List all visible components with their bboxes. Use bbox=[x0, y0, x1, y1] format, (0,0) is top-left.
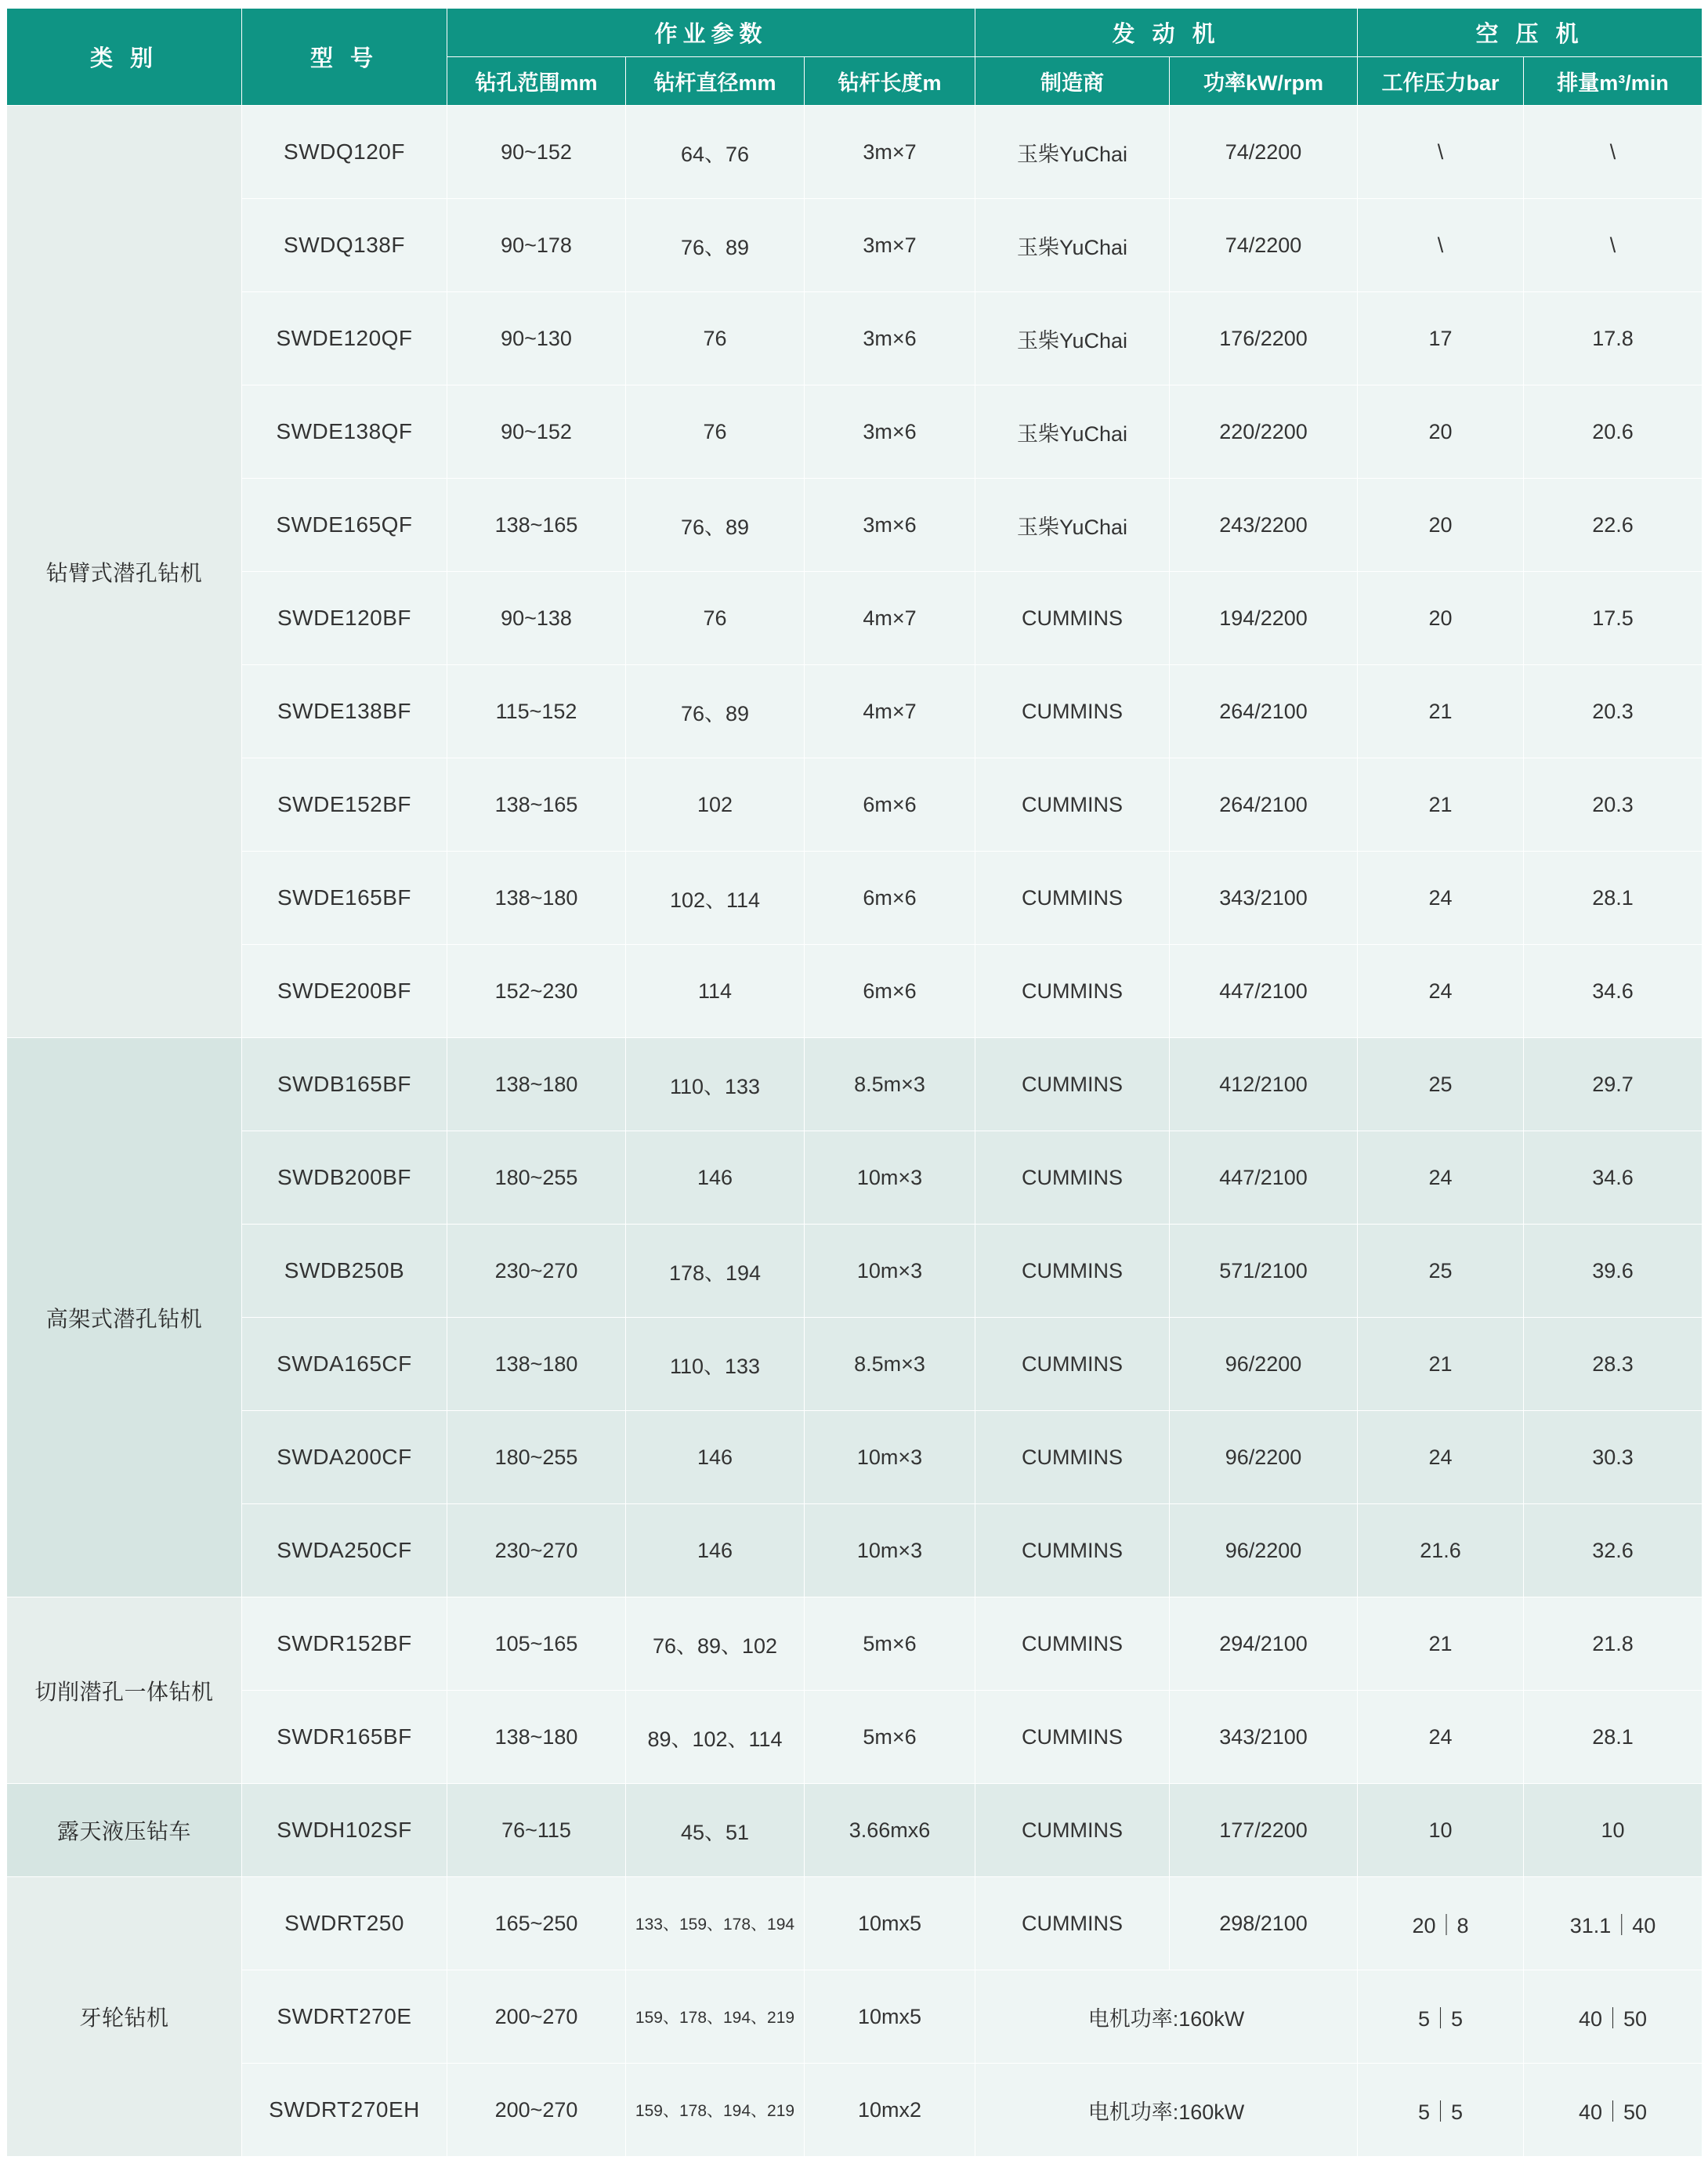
flow-rate-cell: 20.6 bbox=[1524, 385, 1703, 479]
rod-diameter-cell: 178、194 bbox=[626, 1225, 805, 1318]
working-pressure-cell: 5｜5 bbox=[1358, 1970, 1524, 2064]
power-cell: 447/2100 bbox=[1170, 1131, 1358, 1225]
rod-diameter-cell: 102、114 bbox=[626, 852, 805, 945]
power-cell: 194/2200 bbox=[1170, 572, 1358, 665]
rod-diameter-cell: 102 bbox=[626, 758, 805, 852]
power-cell: 96/2200 bbox=[1170, 1411, 1358, 1504]
working-pressure-cell: 20 bbox=[1358, 572, 1524, 665]
rod-length-cell: 10mx5 bbox=[805, 1877, 975, 1970]
power-cell: 176/2200 bbox=[1170, 292, 1358, 385]
table-row bbox=[7, 1131, 1703, 1225]
rod-diameter-cell: 146 bbox=[626, 1411, 805, 1504]
header-group-engine: 发 动 机 bbox=[975, 9, 1358, 57]
model-cell: SWDQ138F bbox=[242, 199, 447, 292]
model-cell: SWDB200BF bbox=[242, 1131, 447, 1225]
working-pressure-cell: \ bbox=[1358, 199, 1524, 292]
model-cell: SWDB250B bbox=[242, 1225, 447, 1318]
flow-rate-cell: 31.1｜40 bbox=[1524, 1877, 1703, 1970]
working-pressure-cell: 10 bbox=[1358, 1784, 1524, 1877]
flow-rate-cell: 30.3 bbox=[1524, 1411, 1703, 1504]
model-cell: SWDE200BF bbox=[242, 945, 447, 1038]
model-cell: SWDR165BF bbox=[242, 1691, 447, 1784]
working-pressure-cell: 24 bbox=[1358, 1691, 1524, 1784]
hole-range-cell: 180~255 bbox=[447, 1411, 626, 1504]
working-pressure-cell: 21.6 bbox=[1358, 1504, 1524, 1597]
working-pressure-cell: 24 bbox=[1358, 1131, 1524, 1225]
table-row bbox=[7, 1038, 1703, 1131]
manufacturer-cell: 玉柴YuChai bbox=[975, 106, 1170, 199]
header-hole-range: 钻孔范围mm bbox=[447, 57, 626, 106]
table-header bbox=[7, 9, 1703, 106]
model-cell: SWDE120BF bbox=[242, 572, 447, 665]
manufacturer-cell: CUMMINS bbox=[975, 945, 1170, 1038]
hole-range-cell: 90~152 bbox=[447, 385, 626, 479]
header-category: 类 别 bbox=[7, 9, 242, 106]
rod-length-cell: 10m×3 bbox=[805, 1504, 975, 1597]
flow-rate-cell: 28.1 bbox=[1524, 1691, 1703, 1784]
model-cell: SWDRT270EH bbox=[242, 2064, 447, 2157]
model-cell: SWDA200CF bbox=[242, 1411, 447, 1504]
table-row bbox=[7, 1970, 1703, 2064]
table-row bbox=[7, 945, 1703, 1038]
rod-length-cell: 8.5m×3 bbox=[805, 1318, 975, 1411]
manufacturer-cell: CUMMINS bbox=[975, 1877, 1170, 1970]
working-pressure-cell: 24 bbox=[1358, 852, 1524, 945]
hole-range-cell: 138~180 bbox=[447, 1691, 626, 1784]
working-pressure-cell: 21 bbox=[1358, 665, 1524, 758]
flow-rate-cell: 34.6 bbox=[1524, 1131, 1703, 1225]
working-pressure-cell: 21 bbox=[1358, 1597, 1524, 1691]
rod-length-cell: 3m×6 bbox=[805, 479, 975, 572]
flow-rate-cell: 28.1 bbox=[1524, 852, 1703, 945]
rod-length-cell: 6m×6 bbox=[805, 852, 975, 945]
working-pressure-cell: 21 bbox=[1358, 1318, 1524, 1411]
flow-rate-cell: 20.3 bbox=[1524, 758, 1703, 852]
power-cell: 96/2200 bbox=[1170, 1504, 1358, 1597]
model-cell: SWDRT250 bbox=[242, 1877, 447, 1970]
header-manufacturer: 制造商 bbox=[975, 57, 1170, 106]
working-pressure-cell: 25 bbox=[1358, 1225, 1524, 1318]
working-pressure-cell: 21 bbox=[1358, 758, 1524, 852]
table-row bbox=[7, 1784, 1703, 1877]
power-cell: 447/2100 bbox=[1170, 945, 1358, 1038]
model-cell: SWDE152BF bbox=[242, 758, 447, 852]
header-flow-rate: 排量m³/min bbox=[1524, 57, 1703, 106]
table-row bbox=[7, 1411, 1703, 1504]
hole-range-cell: 105~165 bbox=[447, 1597, 626, 1691]
model-cell: SWDE165QF bbox=[242, 479, 447, 572]
working-pressure-cell: 24 bbox=[1358, 945, 1524, 1038]
rod-diameter-cell: 76、89 bbox=[626, 199, 805, 292]
model-cell: SWDE120QF bbox=[242, 292, 447, 385]
motor-power-cell: 电机功率:160kW bbox=[975, 1970, 1358, 2064]
model-cell: SWDH102SF bbox=[242, 1784, 447, 1877]
flow-rate-cell: 32.6 bbox=[1524, 1504, 1703, 1597]
hole-range-cell: 138~180 bbox=[447, 1318, 626, 1411]
hole-range-cell: 138~180 bbox=[447, 852, 626, 945]
table-row bbox=[7, 199, 1703, 292]
category-cell: 高架式潜孔钻机 bbox=[7, 1038, 242, 1597]
model-cell: SWDRT270E bbox=[242, 1970, 447, 2064]
rod-length-cell: 3.66mx6 bbox=[805, 1784, 975, 1877]
header-group-work-parameters: 作业参数 bbox=[447, 9, 975, 57]
header-rod-length: 钻杆长度m bbox=[805, 57, 975, 106]
power-cell: 220/2200 bbox=[1170, 385, 1358, 479]
flow-rate-cell: \ bbox=[1524, 106, 1703, 199]
power-cell: 412/2100 bbox=[1170, 1038, 1358, 1131]
flow-rate-cell: 17.8 bbox=[1524, 292, 1703, 385]
rod-length-cell: 6m×6 bbox=[805, 758, 975, 852]
hole-range-cell: 90~138 bbox=[447, 572, 626, 665]
flow-rate-cell: 22.6 bbox=[1524, 479, 1703, 572]
table-row bbox=[7, 1691, 1703, 1784]
power-cell: 74/2200 bbox=[1170, 106, 1358, 199]
rod-diameter-cell: 76、89 bbox=[626, 665, 805, 758]
power-cell: 264/2100 bbox=[1170, 758, 1358, 852]
hole-range-cell: 115~152 bbox=[447, 665, 626, 758]
working-pressure-cell: 17 bbox=[1358, 292, 1524, 385]
rod-diameter-cell: 133、159、178、194 bbox=[626, 1877, 805, 1970]
flow-rate-cell: 10 bbox=[1524, 1784, 1703, 1877]
manufacturer-cell: 玉柴YuChai bbox=[975, 385, 1170, 479]
manufacturer-cell: 玉柴YuChai bbox=[975, 292, 1170, 385]
table-row bbox=[7, 1225, 1703, 1318]
flow-rate-cell: \ bbox=[1524, 199, 1703, 292]
power-cell: 74/2200 bbox=[1170, 199, 1358, 292]
power-cell: 298/2100 bbox=[1170, 1877, 1358, 1970]
rod-length-cell: 6m×6 bbox=[805, 945, 975, 1038]
header-working-pressure: 工作压力bar bbox=[1358, 57, 1524, 106]
power-cell: 571/2100 bbox=[1170, 1225, 1358, 1318]
table-row bbox=[7, 1877, 1703, 1970]
manufacturer-cell: CUMMINS bbox=[975, 1131, 1170, 1225]
hole-range-cell: 180~255 bbox=[447, 1131, 626, 1225]
hole-range-cell: 90~130 bbox=[447, 292, 626, 385]
hole-range-cell: 90~178 bbox=[447, 199, 626, 292]
working-pressure-cell: 20｜8 bbox=[1358, 1877, 1524, 1970]
manufacturer-cell: CUMMINS bbox=[975, 1225, 1170, 1318]
rod-length-cell: 10m×3 bbox=[805, 1131, 975, 1225]
rod-diameter-cell: 45、51 bbox=[626, 1784, 805, 1877]
table-row bbox=[7, 1318, 1703, 1411]
table-body bbox=[7, 106, 1703, 2157]
hole-range-cell: 200~270 bbox=[447, 2064, 626, 2157]
rod-length-cell: 8.5m×3 bbox=[805, 1038, 975, 1131]
power-cell: 294/2100 bbox=[1170, 1597, 1358, 1691]
working-pressure-cell: 20 bbox=[1358, 479, 1524, 572]
rod-diameter-cell: 76 bbox=[626, 572, 805, 665]
rod-length-cell: 3m×7 bbox=[805, 106, 975, 199]
manufacturer-cell: CUMMINS bbox=[975, 665, 1170, 758]
rod-length-cell: 10m×3 bbox=[805, 1411, 975, 1504]
rod-diameter-cell: 110、133 bbox=[626, 1038, 805, 1131]
flow-rate-cell: 40｜50 bbox=[1524, 1970, 1703, 2064]
header-row-groups bbox=[7, 9, 1703, 57]
rod-length-cell: 10m×3 bbox=[805, 1225, 975, 1318]
rod-diameter-cell: 76 bbox=[626, 385, 805, 479]
flow-rate-cell: 21.8 bbox=[1524, 1597, 1703, 1691]
hole-range-cell: 165~250 bbox=[447, 1877, 626, 1970]
hole-range-cell: 138~180 bbox=[447, 1038, 626, 1131]
hole-range-cell: 90~152 bbox=[447, 106, 626, 199]
manufacturer-cell: CUMMINS bbox=[975, 1597, 1170, 1691]
working-pressure-cell: \ bbox=[1358, 106, 1524, 199]
flow-rate-cell: 34.6 bbox=[1524, 945, 1703, 1038]
rod-diameter-cell: 89、102、114 bbox=[626, 1691, 805, 1784]
motor-power-cell: 电机功率:160kW bbox=[975, 2064, 1358, 2157]
power-cell: 343/2100 bbox=[1170, 852, 1358, 945]
manufacturer-cell: CUMMINS bbox=[975, 572, 1170, 665]
hole-range-cell: 76~115 bbox=[447, 1784, 626, 1877]
manufacturer-cell: CUMMINS bbox=[975, 852, 1170, 945]
rod-diameter-cell: 146 bbox=[626, 1504, 805, 1597]
hole-range-cell: 200~270 bbox=[447, 1970, 626, 2064]
rod-length-cell: 3m×6 bbox=[805, 292, 975, 385]
rod-length-cell: 4m×7 bbox=[805, 572, 975, 665]
table-row bbox=[7, 1504, 1703, 1597]
hole-range-cell: 152~230 bbox=[447, 945, 626, 1038]
rod-length-cell: 10mx2 bbox=[805, 2064, 975, 2157]
manufacturer-cell: CUMMINS bbox=[975, 1411, 1170, 1504]
manufacturer-cell: CUMMINS bbox=[975, 1318, 1170, 1411]
header-model: 型 号 bbox=[242, 9, 447, 106]
table-row bbox=[7, 479, 1703, 572]
model-cell: SWDQ120F bbox=[242, 106, 447, 199]
rod-diameter-cell: 159、178、194、219 bbox=[626, 1970, 805, 2064]
category-cell: 露天液压钻车 bbox=[7, 1784, 242, 1877]
flow-rate-cell: 17.5 bbox=[1524, 572, 1703, 665]
manufacturer-cell: 玉柴YuChai bbox=[975, 199, 1170, 292]
rod-diameter-cell: 76 bbox=[626, 292, 805, 385]
rod-diameter-cell: 146 bbox=[626, 1131, 805, 1225]
rod-diameter-cell: 114 bbox=[626, 945, 805, 1038]
working-pressure-cell: 24 bbox=[1358, 1411, 1524, 1504]
header-rod-diameter: 钻杆直径mm bbox=[626, 57, 805, 106]
rod-length-cell: 5m×6 bbox=[805, 1597, 975, 1691]
hole-range-cell: 138~165 bbox=[447, 479, 626, 572]
rod-length-cell: 5m×6 bbox=[805, 1691, 975, 1784]
power-cell: 177/2200 bbox=[1170, 1784, 1358, 1877]
rod-length-cell: 10mx5 bbox=[805, 1970, 975, 2064]
specification-table bbox=[6, 8, 1703, 2157]
category-cell: 牙轮钻机 bbox=[7, 1877, 242, 2157]
table-row bbox=[7, 758, 1703, 852]
manufacturer-cell: CUMMINS bbox=[975, 758, 1170, 852]
hole-range-cell: 230~270 bbox=[447, 1225, 626, 1318]
header-power: 功率kW/rpm bbox=[1170, 57, 1358, 106]
rod-diameter-cell: 110、133 bbox=[626, 1318, 805, 1411]
manufacturer-cell: 玉柴YuChai bbox=[975, 479, 1170, 572]
flow-rate-cell: 40｜50 bbox=[1524, 2064, 1703, 2157]
table-row bbox=[7, 106, 1703, 199]
power-cell: 343/2100 bbox=[1170, 1691, 1358, 1784]
rod-length-cell: 4m×7 bbox=[805, 665, 975, 758]
model-cell: SWDE138QF bbox=[242, 385, 447, 479]
table-row bbox=[7, 572, 1703, 665]
manufacturer-cell: CUMMINS bbox=[975, 1504, 1170, 1597]
table-row bbox=[7, 292, 1703, 385]
flow-rate-cell: 28.3 bbox=[1524, 1318, 1703, 1411]
manufacturer-cell: CUMMINS bbox=[975, 1691, 1170, 1784]
rod-diameter-cell: 159、178、194、219 bbox=[626, 2064, 805, 2157]
rod-length-cell: 3m×6 bbox=[805, 385, 975, 479]
table-row bbox=[7, 385, 1703, 479]
power-cell: 264/2100 bbox=[1170, 665, 1358, 758]
manufacturer-cell: CUMMINS bbox=[975, 1038, 1170, 1131]
category-cell: 切削潜孔一体钻机 bbox=[7, 1597, 242, 1784]
rod-length-cell: 3m×7 bbox=[805, 199, 975, 292]
table-row bbox=[7, 1597, 1703, 1691]
table-row bbox=[7, 2064, 1703, 2157]
rod-diameter-cell: 76、89 bbox=[626, 479, 805, 572]
hole-range-cell: 138~165 bbox=[447, 758, 626, 852]
model-cell: SWDE165BF bbox=[242, 852, 447, 945]
manufacturer-cell: CUMMINS bbox=[975, 1784, 1170, 1877]
model-cell: SWDA165CF bbox=[242, 1318, 447, 1411]
model-cell: SWDA250CF bbox=[242, 1504, 447, 1597]
table-row bbox=[7, 852, 1703, 945]
working-pressure-cell: 20 bbox=[1358, 385, 1524, 479]
working-pressure-cell: 25 bbox=[1358, 1038, 1524, 1131]
power-cell: 243/2200 bbox=[1170, 479, 1358, 572]
model-cell: SWDB165BF bbox=[242, 1038, 447, 1131]
model-cell: SWDE138BF bbox=[242, 665, 447, 758]
table-row bbox=[7, 665, 1703, 758]
flow-rate-cell: 20.3 bbox=[1524, 665, 1703, 758]
header-group-air-compressor: 空 压 机 bbox=[1358, 9, 1703, 57]
flow-rate-cell: 29.7 bbox=[1524, 1038, 1703, 1131]
category-cell: 钻臂式潜孔钻机 bbox=[7, 106, 242, 1038]
rod-diameter-cell: 76、89、102 bbox=[626, 1597, 805, 1691]
power-cell: 96/2200 bbox=[1170, 1318, 1358, 1411]
working-pressure-cell: 5｜5 bbox=[1358, 2064, 1524, 2157]
rod-diameter-cell: 64、76 bbox=[626, 106, 805, 199]
model-cell: SWDR152BF bbox=[242, 1597, 447, 1691]
flow-rate-cell: 39.6 bbox=[1524, 1225, 1703, 1318]
hole-range-cell: 230~270 bbox=[447, 1504, 626, 1597]
